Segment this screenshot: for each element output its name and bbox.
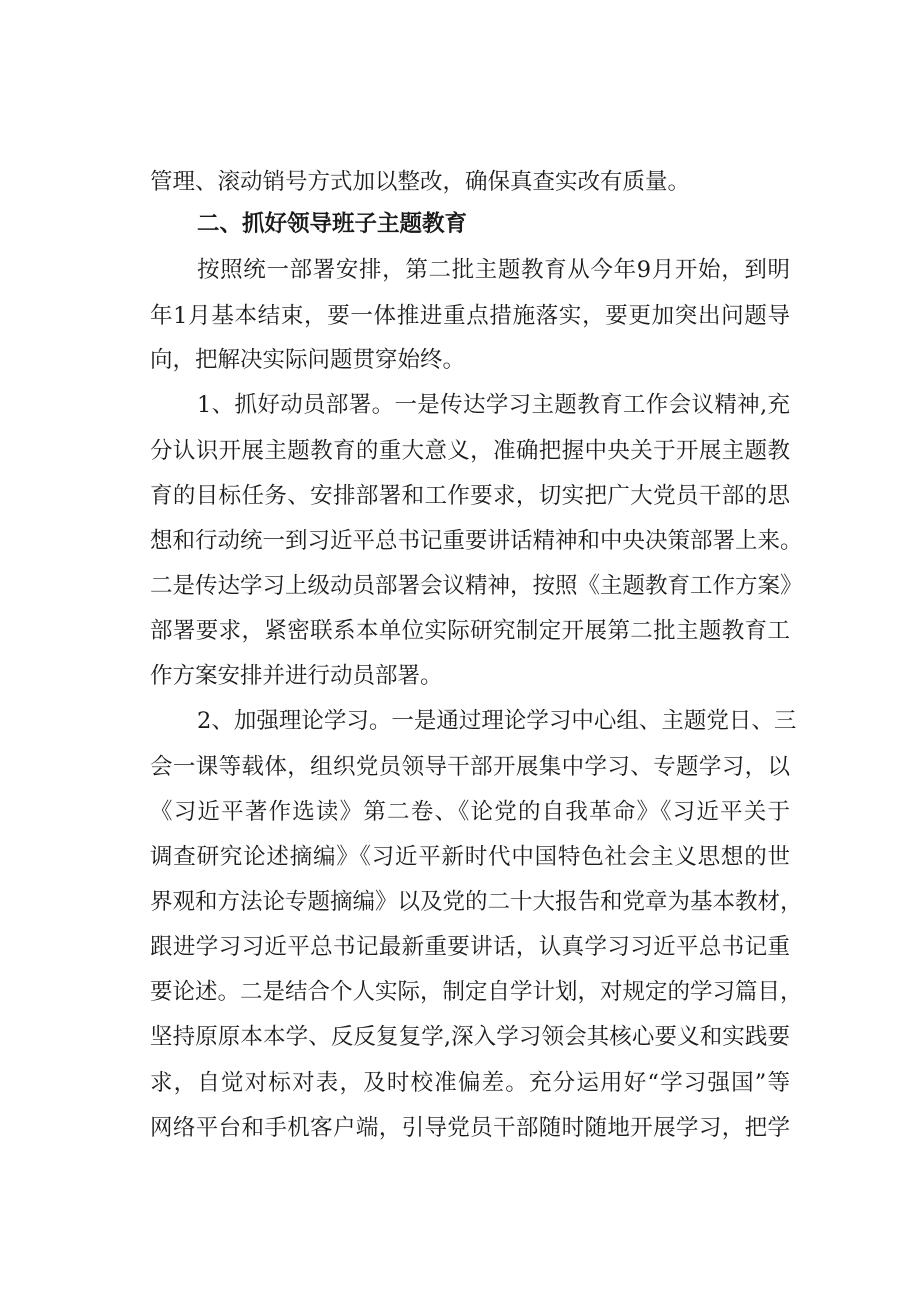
- paragraph-line: 坚持原原本本学、反反复复学,深入学习领会其核心要义和实践要: [150, 1024, 790, 1050]
- paragraph-line: 2、加强理论学习。一是通过理论学习中心组、主题党日、三: [197, 708, 797, 734]
- paragraph-line: 年1月基本结束，要一体推进重点措施落实，要更加突出问题导: [150, 303, 790, 329]
- paragraph-line: 想和行动统一到习近平总书记重要讲话精神和中央决策部署上来。: [150, 528, 803, 554]
- section-heading: 二、抓好领导班子主题教育: [197, 211, 468, 237]
- paragraph-line: 1、抓好动员部署。一是传达学习主题教育工作会议精神,充: [197, 392, 790, 418]
- paragraph-line: 按照统一部署安排，第二批主题教育从今年9月开始，到明: [197, 257, 790, 283]
- paragraph-line: 二是传达学习上级动员部署会议精神，按照《主题教育工作方案》: [150, 573, 803, 599]
- paragraph-line: 向，把解决实际问题贯穿始终。: [150, 347, 466, 373]
- paragraph-line: 网络平台和手机客户端，引导党员干部随时随地开展学习，把学: [150, 1115, 790, 1141]
- paragraph-line: 管理、滚动销号方式加以整改，确保真查实改有质量。: [150, 169, 691, 195]
- paragraph-line: 要论述。二是结合个人实际，制定自学计划，对规定的学习篇目，: [150, 979, 803, 1005]
- paragraph-line: 《习近平著作选读》第二卷、《论党的自我革命》《习近平关于: [150, 799, 790, 825]
- paragraph-line: 调查研究论述摘编》《习近平新时代中国特色社会主义思想的世: [150, 844, 790, 870]
- paragraph-line: 求，自觉对标对表，及时校准偏差。充分运用好“学习强国”等: [150, 1070, 790, 1096]
- paragraph-line: 界观和方法论专题摘编》以及党的二十大报告和党章为基本教材，: [150, 889, 803, 915]
- paragraph-line: 作方案安排并进行动员部署。: [150, 663, 443, 689]
- paragraph-line: 会一课等载体，组织党员领导干部开展集中学习、专题学习，以: [150, 754, 790, 780]
- paragraph-line: 部署要求，紧密联系本单位实际研究制定开展第二批主题教育工: [150, 618, 790, 644]
- paragraph-line: 分认识开展主题教育的重大意义，准确把握中央关于开展主题教: [150, 438, 790, 464]
- paragraph-line: 跟进学习习近平总书记最新重要讲话，认真学习习近平总书记重: [150, 934, 790, 960]
- paragraph-line: 育的目标任务、安排部署和工作要求，切实把广大党员干部的思: [150, 483, 790, 509]
